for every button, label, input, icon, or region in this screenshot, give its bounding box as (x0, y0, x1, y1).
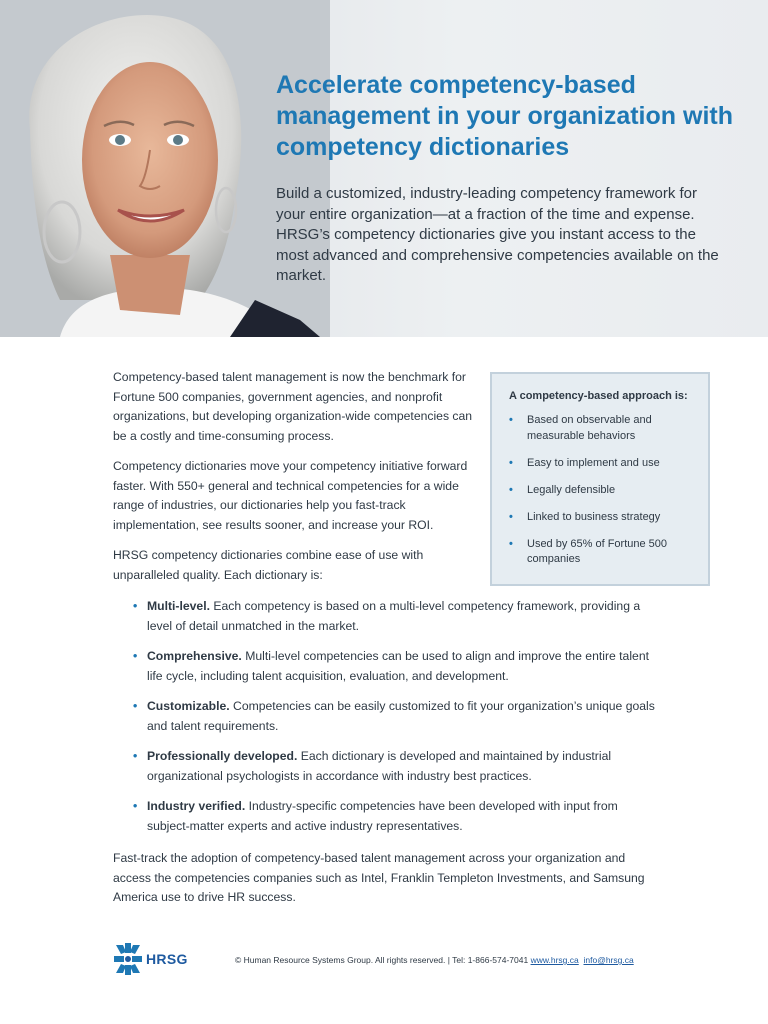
body-paragraph-3: HRSG competency dictionaries combine ease of use with unparalleled quality. Each dictionary is: (113, 548, 424, 582)
feature-item (133, 597, 663, 636)
bullet-icon: • (509, 537, 513, 550)
bullet-icon: • (509, 414, 513, 426)
approach-callout-box (490, 372, 710, 586)
footer-contact (235, 955, 634, 965)
callout-item: • Used by 65% of Fortune 500 companies (509, 537, 668, 565)
body-paragraph-1: Competency-based talent management is now the benchmark for Fortune 500 companies, government agencies, and nonprofit organizations, but developing organization-wide competencies can be a costly and time-consuming process. (113, 370, 473, 443)
hrsg-logo (113, 942, 188, 976)
bullet-icon: • (509, 483, 513, 496)
footer-copyright: © Human Resource Systems Group. All rights reserved. | Tel: 1-866-574-7041 (235, 955, 531, 965)
bullet-icon: • (509, 510, 513, 523)
logo-wordmark: HRSG (146, 951, 188, 967)
feature-text: Competencies can be easily customized to fit your organization’s unique goals and talent requirements. (147, 699, 655, 733)
bullet-icon: • (133, 699, 138, 713)
feature-term: Professionally developed. (147, 749, 298, 763)
body-paragraph-2: Competency dictionaries move your competency initiative forward faster. With 550+ general and technical competencies for a wide range of industries, our dictionaries help you fast-track implementation, see results sooner, and increase your ROI. (113, 459, 468, 532)
bullet-icon: • (509, 456, 513, 469)
feature-text: Industry-specific competencies have been developed with input from subject-matter experts and active industry representatives. (147, 799, 618, 833)
bullet-icon: • (133, 799, 138, 813)
hero-banner (0, 0, 768, 337)
callout-item: • Linked to business strategy (509, 510, 694, 526)
feature-term: Customizable. (147, 699, 230, 713)
feature-list (133, 597, 663, 847)
feature-item (133, 647, 663, 686)
bullet-icon: • (133, 649, 138, 663)
feature-text: Each dictionary is developed and maintained by industrial organizational psychologists in accordance with industry best practices. (147, 749, 612, 783)
bullet-icon: • (133, 599, 138, 613)
callout-item: • Easy to implement and use (509, 456, 694, 472)
callout-item: • Legally defensible (509, 483, 694, 499)
website-link[interactable]: www.hrsg.ca (530, 955, 579, 965)
feature-term: Comprehensive. (147, 649, 242, 663)
feature-term: Industry verified. (147, 799, 246, 813)
hrsg-logo-icon (113, 942, 143, 976)
feature-term: Multi-level. (147, 599, 210, 613)
feature-item (133, 747, 663, 786)
feature-text: Multi-level competencies can be used to align and improve the entire talent life cycle, including talent acquisition, evaluation, and development. (147, 649, 649, 683)
email-link[interactable]: info@hrsg.ca (583, 955, 634, 965)
callout-title: A competency-based approach is: (509, 390, 688, 402)
feature-text: Each competency is based on a multi-level competency framework, providing a level of detail unmatched in the market. (147, 599, 641, 633)
callout-item: • Based on observable and measurable behaviors (509, 414, 652, 442)
closing-paragraph: Fast-track the adoption of competency-based talent management across your organization and access the competencies companies such as Intel, Franklin Templeton Investments, and Samsung America use to drive HR success. (113, 851, 645, 904)
feature-item (133, 797, 663, 836)
bullet-icon: • (133, 749, 138, 763)
callout-list (509, 413, 694, 568)
intro-paragraph: Build a customized, industry-leading competency framework for your entire organization—at a fraction of the time and expense. HRSG’s competency dictionaries give you instant access to the most advanced and comprehensive competencies available on the market. (276, 185, 719, 284)
feature-item (133, 697, 663, 736)
page-title: Accelerate competency-based management in your organization with competency dictionaries (276, 71, 733, 161)
